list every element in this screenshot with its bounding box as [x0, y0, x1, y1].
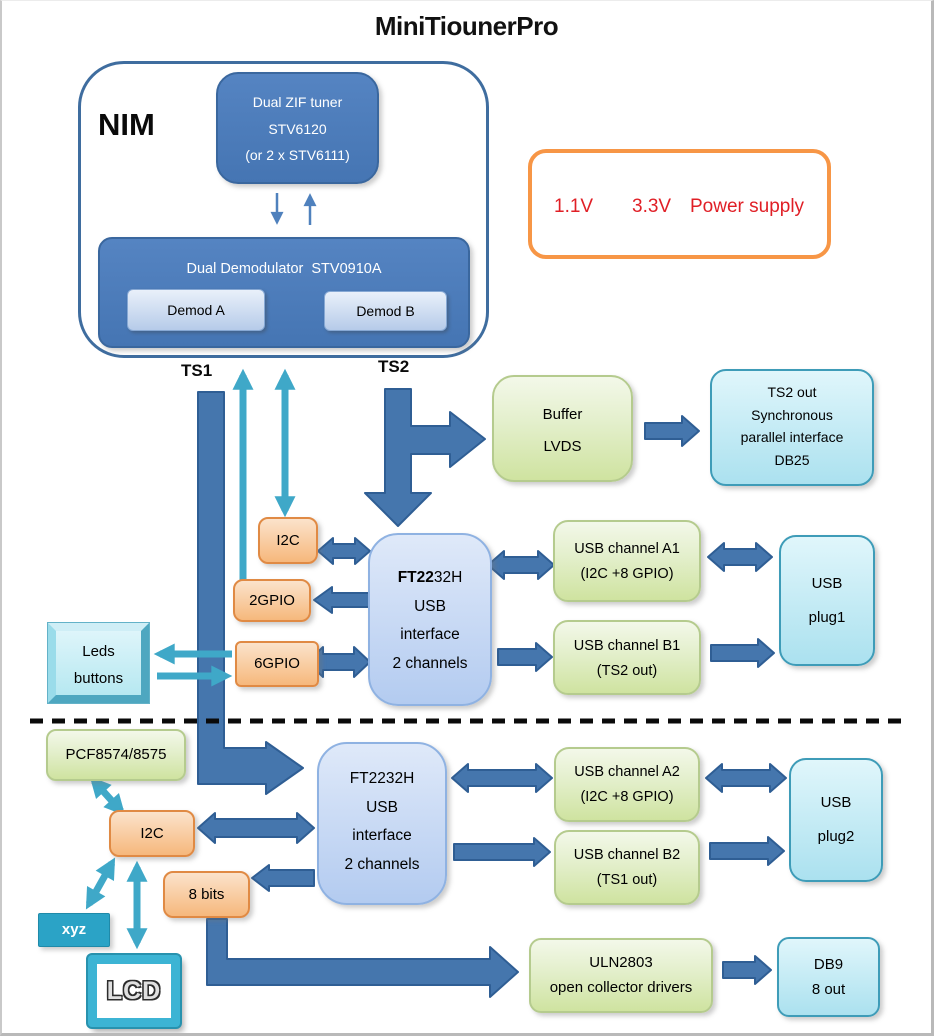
usb-a1-line2: (I2C +8 GPIO) [580, 566, 674, 583]
arrow-buffer-ts2out [645, 416, 699, 446]
ts2out-line3: parallel interface [740, 429, 844, 446]
ft1-line2: USB [414, 597, 446, 615]
lcd-label: LCD [106, 976, 162, 1005]
arrow-pcf-i2c2 [94, 781, 121, 811]
buffer-line1: Buffer [542, 406, 583, 423]
uln-line2: open collector drivers [549, 978, 693, 996]
arrow-i2c2-ft2 [198, 813, 314, 843]
arrow-b2-plug2 [710, 837, 784, 865]
pcf8574-box: PCF8574/8575 [46, 729, 186, 781]
usb-channel-a2-box [554, 747, 700, 822]
nim-label: NIM [98, 107, 155, 142]
power-3v3: 3.3V [632, 196, 672, 217]
arrow-ft1-usb-b1 [498, 643, 552, 671]
i2c-box-lower: I2C [109, 810, 195, 857]
arrow-ft2-8bits [252, 865, 314, 891]
ft2232h-box-1 [368, 533, 492, 706]
demod-b-box: Demod B [324, 291, 447, 331]
plug2-line1: USB [820, 794, 852, 811]
ft1-line3: interface [400, 626, 460, 644]
ft2-line2: USB [366, 798, 398, 816]
leds-buttons-box [48, 623, 149, 703]
power-1v1: 1.1V [554, 196, 594, 217]
arrow-ts2-branch [365, 389, 485, 526]
usb-a2-line2: (I2C +8 GPIO) [580, 789, 674, 806]
uln-line1: ULN2803 [589, 954, 653, 971]
ft2-line3: interface [352, 827, 412, 845]
leds-line2: buttons [73, 670, 124, 687]
tuner-line3: (or 2 x STV6111) [245, 147, 350, 164]
power-supply-box [528, 149, 831, 259]
usb-plug1-box [779, 535, 875, 666]
usb-b2-line1: USB channel B2 [573, 847, 681, 863]
gpio6-box: 6GPIO [235, 641, 319, 687]
arrow-b1-plug1 [711, 639, 774, 667]
ts2out-line4: DB25 [774, 452, 810, 469]
page-title: MiniTiounerPro [374, 11, 559, 41]
arrow-ft1-usb-a1 [488, 551, 554, 579]
buffer-lvds-box [492, 375, 633, 482]
ft2-line1: FT2232H [349, 770, 415, 787]
arrow-ft1-2gpio [314, 587, 370, 613]
ft1-line4: 2 channels [392, 655, 468, 673]
ts1-label: TS1 [181, 361, 213, 380]
ft1-line1 [370, 564, 490, 593]
uln2803-box [529, 938, 713, 1013]
power-label: Power supply [690, 196, 805, 217]
db9-line1: DB9 [813, 956, 844, 973]
db9-box [777, 937, 880, 1017]
ts2-out-db25-box [710, 369, 874, 486]
ts2-label: TS2 [378, 357, 410, 376]
xyz-box: xyz [38, 913, 110, 947]
db9-line2: 8 out [811, 980, 846, 998]
usb-channel-a1-box [553, 520, 701, 602]
ts2out-line1: TS2 out [767, 384, 817, 400]
usb-plug2-box [789, 758, 883, 882]
tuner-line1: Dual ZIF tuner [252, 94, 343, 110]
buffer-line2: LVDS [543, 438, 582, 456]
usb-a2-line1: USB channel A2 [574, 764, 680, 780]
ft2-line4: 2 channels [344, 856, 420, 874]
arrow-ft2-usb-b2 [454, 838, 550, 866]
arrow-i2c-ft1 [318, 538, 370, 564]
8bits-box: 8 bits [163, 871, 250, 918]
plug1-line2: plug1 [808, 608, 846, 626]
arrow-8bits-uln2803 [207, 919, 518, 997]
usb-b2-line2: (TS1 out) [596, 872, 658, 889]
usb-b1-line1: USB channel B1 [573, 638, 681, 654]
plug1-line1: USB [811, 575, 843, 592]
tuner-line2: STV6120 [268, 120, 327, 137]
plug2-line2: plug2 [817, 827, 855, 845]
ft1-bold: FT22 [397, 569, 434, 586]
usb-b1-line2: (TS2 out) [596, 663, 658, 680]
usb-channel-b1-box [553, 620, 701, 695]
usb-channel-b2-box [554, 830, 700, 905]
leds-line1: Leds [82, 643, 115, 660]
gpio2-box: 2GPIO [233, 579, 311, 622]
ft1-rest: 32H [433, 569, 463, 586]
tuner-box [216, 72, 379, 184]
arrow-a2-plug2 [706, 764, 786, 792]
arrow-ft2-usb-a2 [452, 764, 552, 792]
i2c-box-upper: I2C [258, 517, 318, 564]
usb-a1-line1: USB channel A1 [574, 541, 680, 557]
arrow-i2c2-xyz [89, 863, 112, 904]
ts2out-line2: Synchronous [751, 406, 833, 423]
arrow-uln-db9 [723, 956, 771, 984]
demodulator-title: Dual Demodulator STV0910A [186, 261, 382, 277]
arrow-a1-plug1 [708, 543, 772, 571]
ft2232h-box-2 [317, 742, 447, 905]
demod-a-box: Demod A [127, 289, 265, 331]
